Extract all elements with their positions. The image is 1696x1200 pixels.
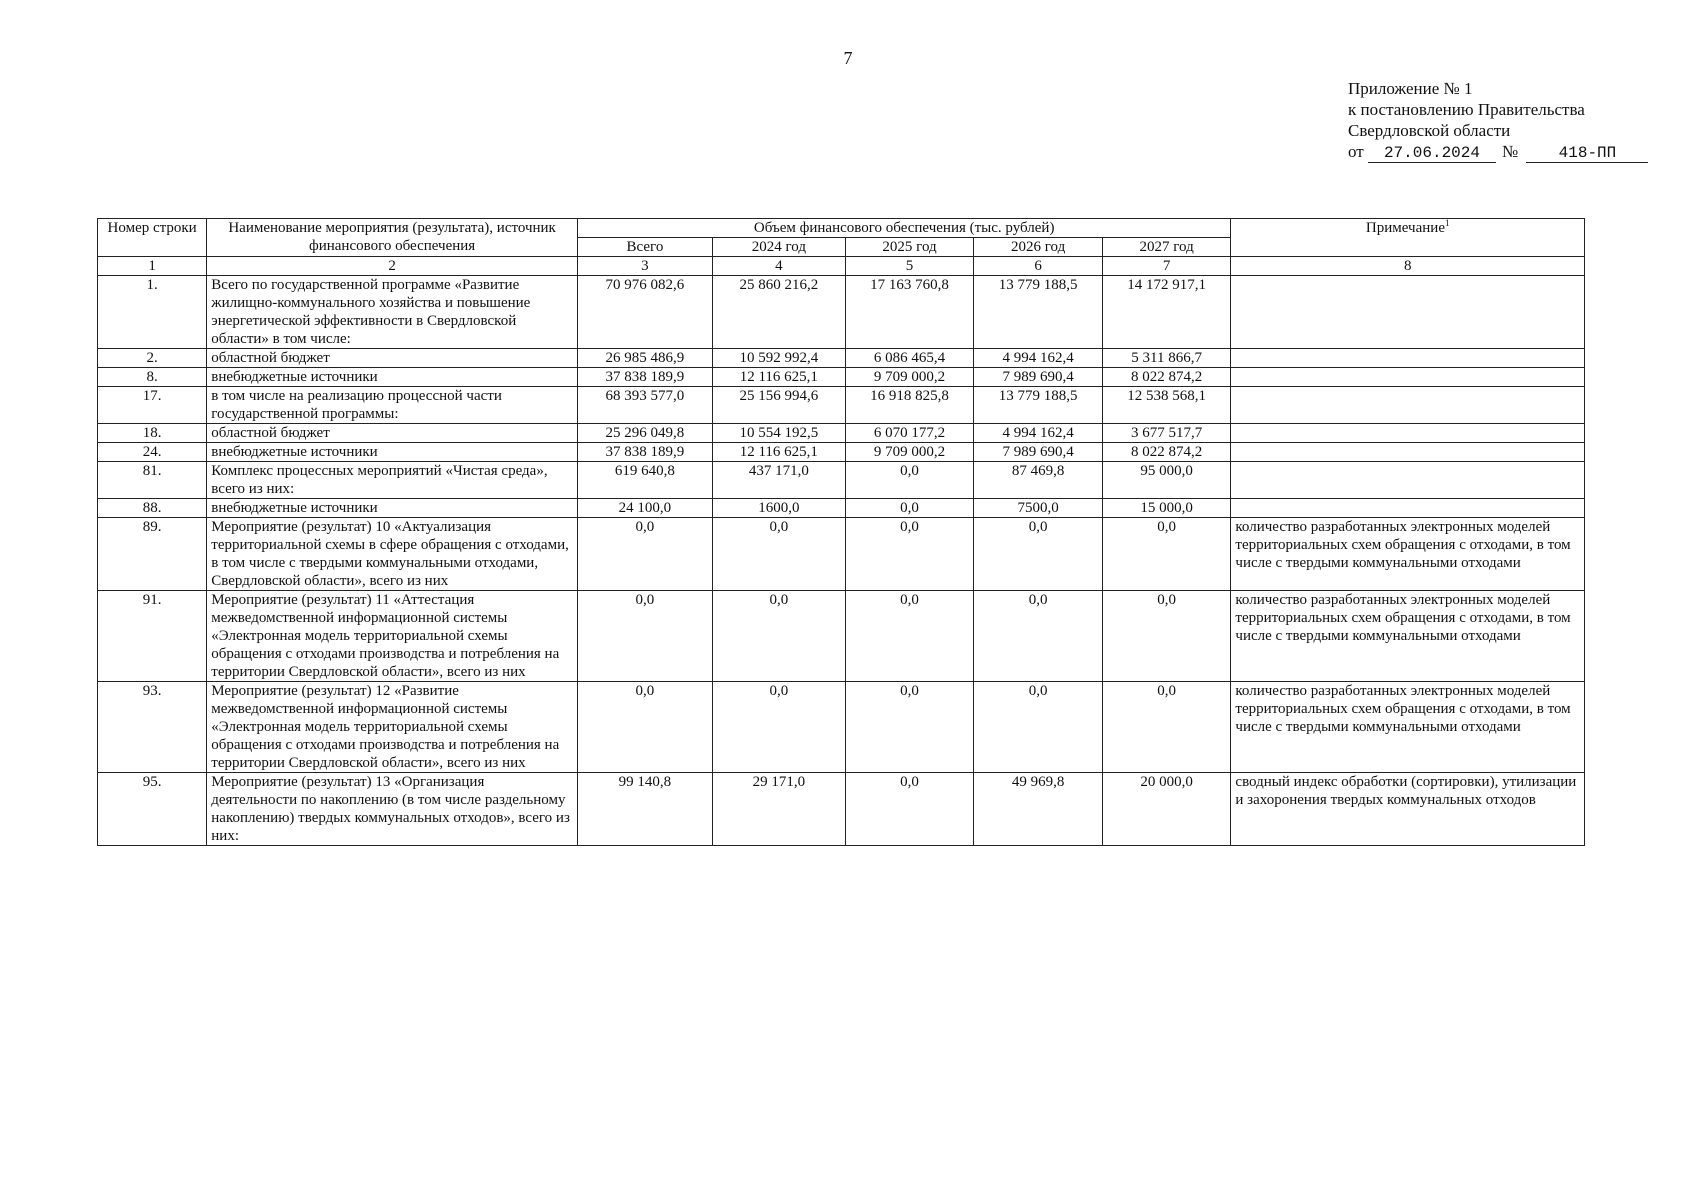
table-row (98, 387, 1585, 424)
annex-number-label: № (1501, 142, 1519, 161)
row-2027: 12 538 568,1 (1102, 387, 1231, 424)
annex-block (1348, 78, 1648, 163)
column-number-row (98, 257, 1585, 276)
header-row-1 (98, 219, 1585, 238)
row-name: Мероприятие (результат) 13 «Организация деятельности по накоплению (в том числе раздельному накоплению) твердых коммунальных отходов», всего из них: (207, 773, 578, 846)
table-row (98, 443, 1585, 462)
header-note-footnote: 1 (1444, 218, 1450, 228)
col-number: 1 (98, 257, 207, 276)
row-total: 99 140,8 (577, 773, 712, 846)
row-2025: 9 709 000,2 (845, 368, 974, 387)
row-name: внебюджетные источники (207, 443, 578, 462)
row-2025: 0,0 (845, 518, 974, 591)
row-note (1231, 368, 1585, 387)
row-2026: 0,0 (974, 682, 1103, 773)
row-total: 0,0 (577, 518, 712, 591)
row-2026: 13 779 188,5 (974, 387, 1103, 424)
row-2026: 4 994 162,4 (974, 349, 1103, 368)
page-number: 7 (843, 48, 853, 68)
row-2024: 0,0 (712, 518, 845, 591)
header-note (1231, 219, 1585, 257)
row-name: Мероприятие (результат) 11 «Аттестация межведомственной информационной системы «Электронная модель территориальной схемы обращения с отходами производства и потребления на территории Свердловской области», всего из них (207, 591, 578, 682)
header-note-text: Примечание (1365, 220, 1445, 236)
row-2026: 7 989 690,4 (974, 368, 1103, 387)
row-2027: 0,0 (1102, 682, 1231, 773)
col-number: 3 (577, 257, 712, 276)
row-number: 81. (98, 462, 207, 499)
row-2025: 0,0 (845, 462, 974, 499)
row-2026: 13 779 188,5 (974, 276, 1103, 349)
col-number: 8 (1231, 257, 1585, 276)
row-2027: 14 172 917,1 (1102, 276, 1231, 349)
row-total: 619 640,8 (577, 462, 712, 499)
row-2024: 0,0 (712, 591, 845, 682)
row-2024: 437 171,0 (712, 462, 845, 499)
row-2025: 0,0 (845, 682, 974, 773)
table-row (98, 462, 1585, 499)
annex-from-label: от (1348, 142, 1364, 161)
row-total: 37 838 189,9 (577, 443, 712, 462)
table-row (98, 773, 1585, 846)
row-2026: 7500,0 (974, 499, 1103, 518)
col-number: 6 (974, 257, 1103, 276)
row-2024: 10 554 192,5 (712, 424, 845, 443)
row-number: 17. (98, 387, 207, 424)
row-number: 1. (98, 276, 207, 349)
col-number: 2 (207, 257, 578, 276)
row-name: внебюджетные источники (207, 368, 578, 387)
table-row (98, 424, 1585, 443)
row-total: 26 985 486,9 (577, 349, 712, 368)
header-total: Всего (577, 238, 712, 257)
row-name: в том числе на реализацию процессной части государственной программы: (207, 387, 578, 424)
row-note (1231, 424, 1585, 443)
row-2027: 20 000,0 (1102, 773, 1231, 846)
row-2026: 7 989 690,4 (974, 443, 1103, 462)
row-total: 24 100,0 (577, 499, 712, 518)
row-2027: 0,0 (1102, 518, 1231, 591)
row-2027: 8 022 874,2 (1102, 443, 1231, 462)
row-2025: 0,0 (845, 773, 974, 846)
header-funding: Объем финансового обеспечения (тыс. рублей) (577, 219, 1230, 238)
row-2024: 10 592 992,4 (712, 349, 845, 368)
row-name: Комплекс процессных мероприятий «Чистая среда», всего из них: (207, 462, 578, 499)
table-row (98, 591, 1585, 682)
row-2024: 25 156 994,6 (712, 387, 845, 424)
row-note: сводный индекс обработки (сортировки), утилизации и захоронения твердых коммунальных отходов (1231, 773, 1585, 846)
header-2027: 2027 год (1102, 238, 1231, 257)
row-name: областной бюджет (207, 349, 578, 368)
annex-line-resolution: к постановлению Правительства (1348, 100, 1585, 119)
row-note (1231, 349, 1585, 368)
row-name: Мероприятие (результат) 10 «Актуализация территориальной схемы в сфере обращения с отходами, в том числе с твердыми коммунальными отходами, Свердловской области», всего из них (207, 518, 578, 591)
row-2027: 3 677 517,7 (1102, 424, 1231, 443)
row-2024: 1600,0 (712, 499, 845, 518)
annex-number: 418-ПП (1526, 144, 1648, 163)
row-number: 91. (98, 591, 207, 682)
row-2026: 0,0 (974, 518, 1103, 591)
row-total: 37 838 189,9 (577, 368, 712, 387)
table-row (98, 499, 1585, 518)
col-number: 4 (712, 257, 845, 276)
table-row (98, 682, 1585, 773)
row-total: 0,0 (577, 591, 712, 682)
row-2027: 0,0 (1102, 591, 1231, 682)
row-2024: 29 171,0 (712, 773, 845, 846)
row-number: 2. (98, 349, 207, 368)
row-note: количество разработанных электронных моделей территориальных схем обращения с отходами, в том числе с твердыми коммунальными отходами (1231, 682, 1585, 773)
table-row (98, 276, 1585, 349)
row-2024: 0,0 (712, 682, 845, 773)
table-row (98, 368, 1585, 387)
row-2025: 16 918 825,8 (845, 387, 974, 424)
row-2025: 17 163 760,8 (845, 276, 974, 349)
annex-date-line (1348, 141, 1648, 163)
row-number: 18. (98, 424, 207, 443)
row-name: Всего по государственной программе «Развитие жилищно-коммунального хозяйства и повышение энергетической эффективности в Свердловской области» в том числе: (207, 276, 578, 349)
row-number: 95. (98, 773, 207, 846)
row-name: Мероприятие (результат) 12 «Развитие межведомственной информационной системы «Электронная модель территориальной схемы обращения с отходами производства и потребления на территории Свердловской области», всего из них (207, 682, 578, 773)
row-2027: 15 000,0 (1102, 499, 1231, 518)
row-2024: 12 116 625,1 (712, 368, 845, 387)
col-number: 5 (845, 257, 974, 276)
row-2027: 5 311 866,7 (1102, 349, 1231, 368)
row-name: внебюджетные источники (207, 499, 578, 518)
row-2026: 0,0 (974, 591, 1103, 682)
row-2024: 25 860 216,2 (712, 276, 845, 349)
funding-table (97, 218, 1585, 846)
row-name: областной бюджет (207, 424, 578, 443)
row-2027: 8 022 874,2 (1102, 368, 1231, 387)
col-number: 7 (1102, 257, 1231, 276)
row-note (1231, 387, 1585, 424)
table-row (98, 518, 1585, 591)
row-2025: 9 709 000,2 (845, 443, 974, 462)
row-2026: 49 969,8 (974, 773, 1103, 846)
annex-date: 27.06.2024 (1368, 144, 1496, 163)
row-note (1231, 499, 1585, 518)
header-name: Наименование мероприятия (результата), источник финансового обеспечения (207, 219, 578, 257)
row-number: 89. (98, 518, 207, 591)
row-number: 93. (98, 682, 207, 773)
annex-title: Приложение № 1 (1348, 79, 1473, 98)
row-2026: 87 469,8 (974, 462, 1103, 499)
header-2024: 2024 год (712, 238, 845, 257)
row-note: количество разработанных электронных моделей территориальных схем обращения с отходами, в том числе с твердыми коммунальными отходами (1231, 518, 1585, 591)
row-total: 70 976 082,6 (577, 276, 712, 349)
row-note (1231, 276, 1585, 349)
table-row (98, 349, 1585, 368)
row-2025: 6 086 465,4 (845, 349, 974, 368)
row-number: 24. (98, 443, 207, 462)
header-row-no: Номер строки (98, 219, 207, 257)
row-note (1231, 443, 1585, 462)
row-2024: 12 116 625,1 (712, 443, 845, 462)
row-number: 88. (98, 499, 207, 518)
row-note (1231, 462, 1585, 499)
row-2025: 6 070 177,2 (845, 424, 974, 443)
row-2026: 4 994 162,4 (974, 424, 1103, 443)
row-2025: 0,0 (845, 591, 974, 682)
row-2027: 95 000,0 (1102, 462, 1231, 499)
row-number: 8. (98, 368, 207, 387)
row-total: 25 296 049,8 (577, 424, 712, 443)
annex-line-region: Свердловской области (1348, 121, 1511, 140)
row-total: 0,0 (577, 682, 712, 773)
row-note: количество разработанных электронных моделей территориальных схем обращения с отходами, в том числе с твердыми коммунальными отходами (1231, 591, 1585, 682)
header-2025: 2025 год (845, 238, 974, 257)
row-2025: 0,0 (845, 499, 974, 518)
header-2026: 2026 год (974, 238, 1103, 257)
row-total: 68 393 577,0 (577, 387, 712, 424)
